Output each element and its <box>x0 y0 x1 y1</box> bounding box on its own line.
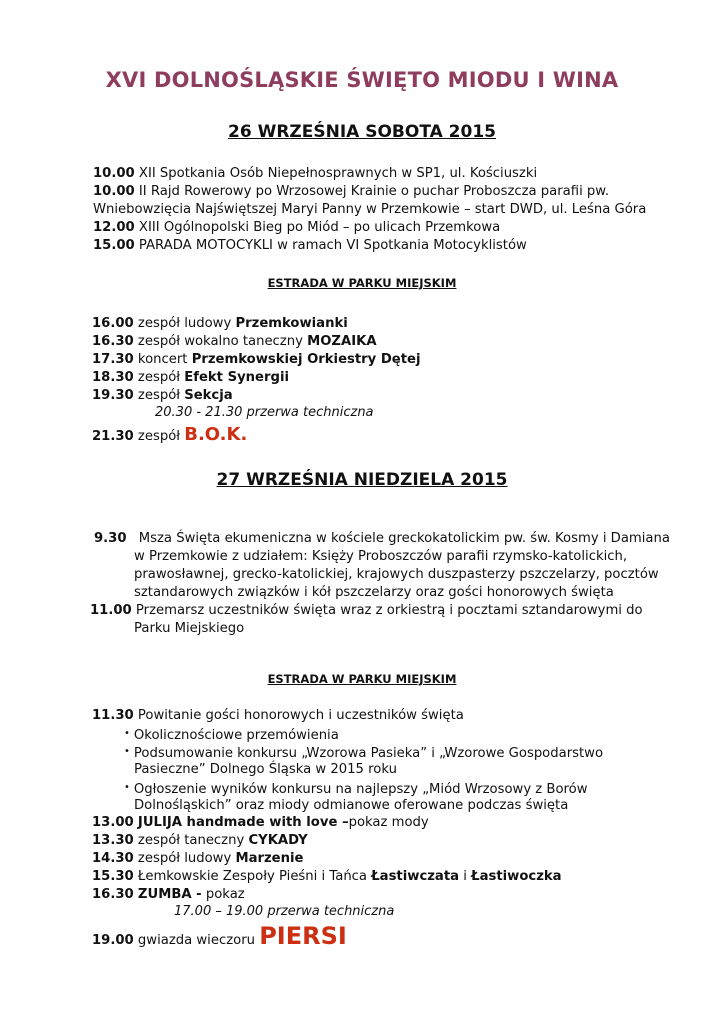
day2-zumba <box>92 886 245 904</box>
performer-name: Sekcja <box>184 388 233 403</box>
program-bullet-3-cont: Dolnośląskich” oraz miody odmianowe oferowane podczas święta <box>134 798 569 813</box>
event-time: 12.00 <box>93 220 135 235</box>
event-text: II Rajd Rowerowy po Wrzosowej Krainie o puchar Proboszcza parafii pw. <box>138 184 610 199</box>
event-text: XIII Ogólnopolski Bieg po Miód – po ulicach Przemkowa <box>138 220 501 235</box>
performer-name: Przemkowianki <box>235 316 348 331</box>
program-bullet-1 <box>124 725 339 745</box>
day1-final-act <box>92 426 247 446</box>
day2-estrada-heading: ESTRADA W PARKU MIEJSKIM <box>267 672 457 686</box>
day2-mass <box>94 530 670 548</box>
performer-name: Przemkowskiej Orkiestry Dętej <box>191 352 421 367</box>
day2-cykady <box>92 832 308 850</box>
day1-event-1 <box>93 165 537 183</box>
event-text: zespół wokalno taneczny <box>137 334 303 349</box>
day1-estrada-item-2 <box>92 333 377 351</box>
day2-julija <box>92 814 429 832</box>
day1-estrada-item-1 <box>92 315 348 333</box>
headliner-name: B.O.K. <box>184 424 248 445</box>
event-time: 18.30 <box>92 370 134 385</box>
event-time: 15.30 <box>92 869 134 884</box>
event-text: zespół <box>137 429 181 444</box>
event-time: 16.30 <box>92 334 134 349</box>
day2-march <box>90 602 643 620</box>
day2-star <box>92 922 347 950</box>
performer-name: MOZAIKA <box>307 334 377 349</box>
day2-break: 17.00 – 19.00 przerwa techniczna <box>174 904 395 919</box>
bullet-dot-icon: • <box>124 728 130 739</box>
performer-name: Marzenie <box>235 851 304 866</box>
event-time: 19.00 <box>92 933 134 948</box>
day1-event-4 <box>93 237 527 255</box>
event-time: 21.30 <box>92 429 134 444</box>
performer-name: Efekt Synergii <box>184 370 289 385</box>
event-time: 13.30 <box>92 833 134 848</box>
event-time: 11.00 <box>90 603 132 618</box>
event-time: 9.30 <box>94 531 127 546</box>
event-text: pokaz <box>205 887 245 902</box>
event-text: zespół ludowy <box>137 316 232 331</box>
day1-break: 20.30 - 21.30 przerwa techniczna <box>155 405 374 420</box>
bullet-dot-icon: • <box>124 782 130 793</box>
event-time: 13.00 <box>92 815 134 830</box>
day1-heading: 26 WRZEŚNIA SOBOTA 2015 <box>228 122 496 142</box>
event-text: gwiazda wieczoru <box>137 933 255 948</box>
event-time: 10.00 <box>93 166 135 181</box>
event-time: 14.30 <box>92 851 134 866</box>
performer-name: ZUMBA - <box>137 887 202 902</box>
program-bullet-3 <box>124 779 588 799</box>
event-time: 16.00 <box>92 316 134 331</box>
program-bullet-2 <box>124 743 603 763</box>
day2-marzenie <box>92 850 303 868</box>
performer-name: Łastiwczata <box>371 869 460 884</box>
day1-event-2-cont: Wniebowzięcia Najświętszej Maryi Panny w Przemkowie – start DWD, ul. Leśna Góra <box>93 202 647 217</box>
bullet-text: Okolicznościowe przemówienia <box>133 728 339 743</box>
event-title: XVI DOLNOŚLĄSKIE ŚWIĘTO MIODU I WINA <box>105 68 619 92</box>
event-time: 17.30 <box>92 352 134 367</box>
day2-mass-line-4: sztandarowych związków i kół pszczelarzy oraz gości honorowych święta <box>134 585 614 600</box>
event-time: 15.00 <box>93 238 135 253</box>
day1-event-2 <box>93 183 609 201</box>
event-text: Łemkowskie Zespoły Pieśni i Tańca <box>137 869 368 884</box>
day2-mass-line-2: w Przemkowie z udziałem: Księży Proboszczów parafii rzymsko-katolickich, <box>134 549 628 564</box>
event-time: 16.30 <box>92 887 134 902</box>
day2-welcome <box>92 707 464 725</box>
bullet-dot-icon: • <box>124 746 130 757</box>
event-time: 10.00 <box>93 184 135 199</box>
day2-mass-line-3: prawosławnej, grecko-katolickiej, krajowych duszpasterzy pszczelarzy, pocztów <box>134 567 659 582</box>
event-text: zespół <box>137 388 181 403</box>
day1-estrada-item-3 <box>92 351 421 369</box>
day2-heading: 27 WRZEŚNIA NIEDZIELA 2015 <box>216 470 508 490</box>
day1-event-3 <box>93 219 500 237</box>
event-text: zespół taneczny <box>137 833 245 848</box>
day2-lemko <box>92 868 562 886</box>
event-text: Powitanie gości honorowych i uczestników święta <box>137 708 464 723</box>
event-text: zespół ludowy <box>137 851 232 866</box>
event-text: PARADA MOTOCYKLI w ramach VI Spotkania Motocyklistów <box>138 238 527 253</box>
event-text: koncert <box>137 352 188 367</box>
event-time: 11.30 <box>92 708 134 723</box>
event-text: Przemarsz uczestników święta wraz z orkiestrą i pocztami sztandarowymi do <box>135 603 643 618</box>
program-bullet-2-cont: Pasieczne” Dolnego Śląska w 2015 roku <box>134 762 397 777</box>
performer-name: Łastiwoczka <box>471 869 562 884</box>
performer-name: CYKADY <box>248 833 308 848</box>
day1-estrada-item-4 <box>92 369 289 387</box>
event-time: 19.30 <box>92 388 134 403</box>
day1-estrada-item-5 <box>92 387 233 405</box>
event-text: i <box>463 869 467 884</box>
performer-name: JULIJA handmade with love – <box>137 815 349 830</box>
event-text: XII Spotkania Osób Niepełnosprawnych w SP1, ul. Kościuszki <box>138 166 538 181</box>
event-text: Msza Święta ekumeniczna w kościele greckokatolickim pw. św. Kosmy i Damiana <box>138 531 670 546</box>
day2-march-line-2: Parku Miejskiego <box>134 621 245 636</box>
event-text: pokaz mody <box>348 815 429 830</box>
headliner-name: PIERSI <box>259 922 347 950</box>
bullet-text: Podsumowanie konkursu „Wzorowa Pasieka” i „Wzorowe Gospodarstwo <box>133 746 604 761</box>
event-text: zespół <box>137 370 181 385</box>
bullet-text: Ogłoszenie wyników konkursu na najlepszy „Miód Wrzosowy z Borów <box>133 782 588 797</box>
day1-estrada-heading: ESTRADA W PARKU MIEJSKIM <box>267 276 457 290</box>
